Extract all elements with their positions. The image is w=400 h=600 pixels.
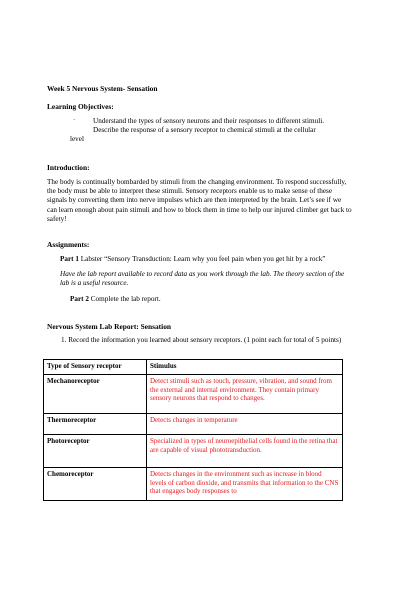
table-row — [44, 414, 343, 435]
assignments-heading: Assignments: — [47, 240, 90, 249]
table-row — [44, 375, 343, 414]
table-row — [44, 435, 343, 468]
sensory-receptor-table — [43, 359, 343, 501]
objective-item-1: Understand the types of sensory neurons and their responses to different stimuli. — [93, 117, 325, 125]
part-1-label: Part 1 — [60, 255, 79, 263]
column-header-stimulus: Stimulus — [147, 360, 343, 375]
stimulus-cell[interactable]: Specialized in types of neuroepithelial cells found in the retina that are capable of visual phototransduction. — [147, 435, 343, 468]
objective-item-2-continuation: level — [70, 135, 84, 143]
lab-report-title: Nervous System Lab Report: Sensation — [47, 322, 171, 331]
column-header-type: Type of Sensory receptor — [44, 360, 147, 375]
assignment-part-1 — [60, 255, 325, 264]
stimulus-cell[interactable]: Detect stimuli such as touch, pressure, vibration, and sound from the external and internal environment. They contain primary sensory neurons that respond to changes. — [147, 375, 343, 414]
introduction-heading: Introduction: — [47, 163, 90, 172]
table-header-row — [44, 360, 343, 375]
learning-objectives-heading: Learning Objectives: — [47, 102, 114, 111]
objective-item-2: Describe the response of a sensory receptor to chemical stimuli at the cellular — [93, 126, 316, 134]
assignment-part-2 — [70, 295, 161, 303]
receptor-type-cell: Chemoreceptor — [44, 468, 147, 501]
receptor-type-cell: Thermoreceptor — [44, 414, 147, 435]
receptor-type-cell: Mechanoreceptor — [44, 375, 147, 414]
record-instruction: 1. Record the information you learned about sensory receptors. (1 point each for total of 5 points) — [61, 336, 342, 344]
table-row — [44, 468, 343, 501]
receptor-type-cell: Photoreceptor — [44, 435, 147, 468]
introduction-text: The body is continually bombarded by stimuli from the changing environment. To respond successfully, the body must be able to interpret these stimuli. Sensory receptors enable us to make sense of these signals by converting them into nerve impulses which are then interpreted by the brain. Let’s see if we can learn enough about pain stimuli and how to block them in time to help our injured climber get back to safety! — [47, 178, 352, 223]
page-title: Week 5 Nervous System- Sensation — [47, 84, 158, 93]
part-2-text: Complete the lab report. — [90, 295, 161, 303]
part-1-text: Labster “Sensory Transduction: Learn why you feel pain when you get hit by a rock” — [80, 255, 326, 263]
lab-report-note: Have the lab report available to record data as you work through the lab. The theory section of the lab is a useful resource. — [60, 270, 345, 288]
stimulus-cell[interactable]: Detects changes in the environment such as increase in blood levels of carbon dioxide, and transmits that information to the CNS that engages body responses to — [147, 468, 343, 501]
bullet-icon: · — [73, 116, 76, 124]
part-2-label: Part 2 — [70, 295, 89, 303]
stimulus-cell[interactable]: Detects changes in temperature — [147, 414, 343, 435]
